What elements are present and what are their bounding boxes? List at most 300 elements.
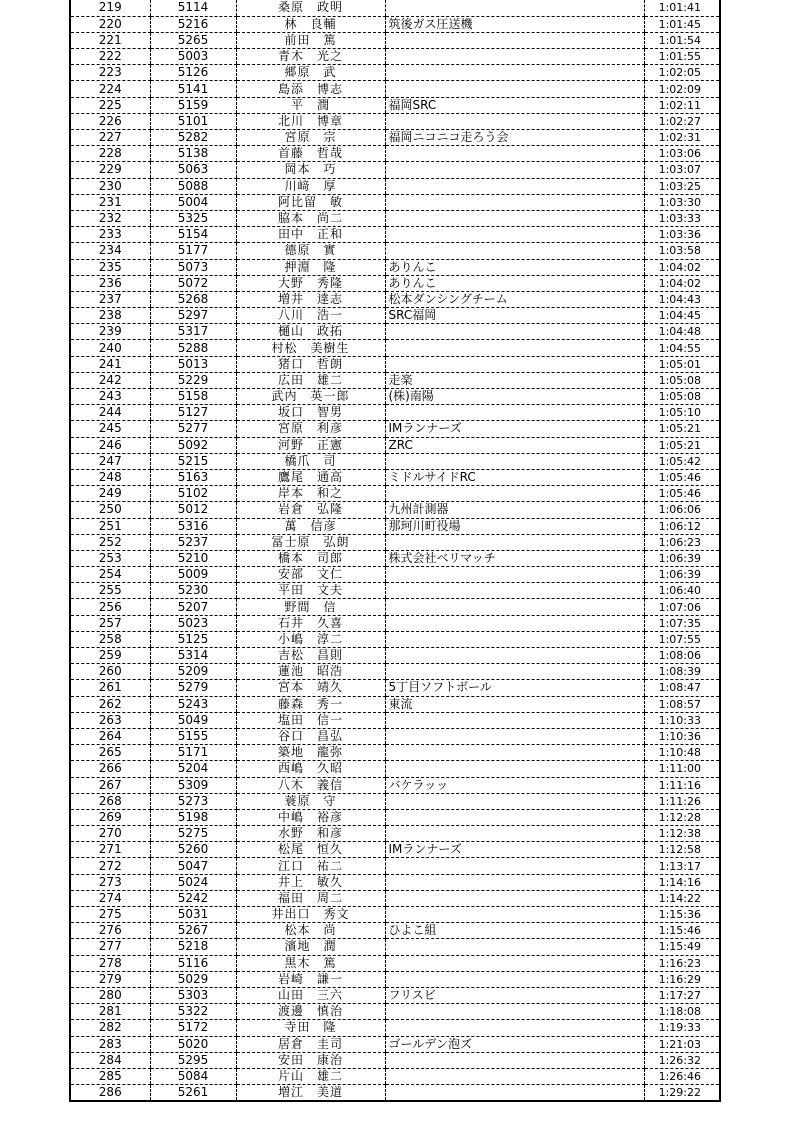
- name-cell: 蓮池 昭浩: [236, 664, 385, 680]
- table-row: [70, 210, 720, 226]
- bib-cell: 5114: [150, 0, 236, 16]
- time-cell: 1:12:58: [644, 842, 720, 858]
- results-sheet: [69, 0, 719, 1102]
- time-cell: 1:07:06: [644, 599, 720, 615]
- rank-cell: 262: [70, 696, 150, 712]
- table-row: [70, 890, 720, 906]
- time-cell: 1:05:08: [644, 389, 720, 405]
- bib-cell: 5322: [150, 1004, 236, 1020]
- bib-cell: 5282: [150, 130, 236, 146]
- time-cell: 1:14:16: [644, 874, 720, 890]
- name-cell: 宮本 靖久: [236, 680, 385, 696]
- name-cell: 安田 康治: [236, 1052, 385, 1068]
- table-row: [70, 227, 720, 243]
- bib-cell: 5084: [150, 1068, 236, 1084]
- bib-cell: 5210: [150, 550, 236, 566]
- time-cell: 1:08:39: [644, 664, 720, 680]
- bib-cell: 5024: [150, 874, 236, 890]
- table-row: [70, 1036, 720, 1052]
- time-cell: 1:04:02: [644, 259, 720, 275]
- bib-cell: 5314: [150, 648, 236, 664]
- name-cell: 小嶋 淳二: [236, 631, 385, 647]
- team-cell: フリスビ: [385, 987, 644, 1003]
- time-cell: 1:05:08: [644, 372, 720, 388]
- time-cell: 1:05:46: [644, 469, 720, 485]
- team-cell: ひよこ組: [385, 923, 644, 939]
- time-cell: 1:26:46: [644, 1068, 720, 1084]
- bib-cell: 5101: [150, 113, 236, 129]
- bib-cell: 5088: [150, 178, 236, 194]
- name-cell: 首藤 哲哉: [236, 146, 385, 162]
- name-cell: 井上 敏久: [236, 874, 385, 890]
- table-row: [70, 146, 720, 162]
- rank-cell: 261: [70, 680, 150, 696]
- bib-cell: 5031: [150, 907, 236, 923]
- name-cell: 樋山 政拓: [236, 324, 385, 340]
- team-cell: [385, 745, 644, 761]
- name-cell: 宮原 宗: [236, 130, 385, 146]
- table-row: [70, 599, 720, 615]
- rank-cell: 226: [70, 113, 150, 129]
- team-cell: [385, 162, 644, 178]
- rank-cell: 239: [70, 324, 150, 340]
- name-cell: 阿比留 敏: [236, 194, 385, 210]
- name-cell: 蓑原 守: [236, 793, 385, 809]
- team-cell: [385, 955, 644, 971]
- team-cell: 東流: [385, 696, 644, 712]
- team-cell: [385, 971, 644, 987]
- rank-cell: 276: [70, 923, 150, 939]
- table-row: [70, 809, 720, 825]
- name-cell: 岸本 和之: [236, 486, 385, 502]
- time-cell: 1:13:17: [644, 858, 720, 874]
- team-cell: 5丁目ソフトボール: [385, 680, 644, 696]
- rank-cell: 244: [70, 405, 150, 421]
- name-cell: 八川 浩一: [236, 308, 385, 324]
- table-row: [70, 469, 720, 485]
- rank-cell: 242: [70, 372, 150, 388]
- team-cell: ありんこ: [385, 275, 644, 291]
- rank-cell: 219: [70, 0, 150, 16]
- table-row: [70, 324, 720, 340]
- time-cell: 1:10:33: [644, 712, 720, 728]
- rank-cell: 247: [70, 453, 150, 469]
- table-row: [70, 858, 720, 874]
- bib-cell: 5279: [150, 680, 236, 696]
- team-cell: ゴールデン泡ズ: [385, 1036, 644, 1052]
- team-cell: IMランナーズ: [385, 842, 644, 858]
- time-cell: 1:10:36: [644, 728, 720, 744]
- team-cell: ミドルサイドRC: [385, 469, 644, 485]
- rank-cell: 265: [70, 745, 150, 761]
- team-cell: [385, 599, 644, 615]
- rank-cell: 279: [70, 971, 150, 987]
- bib-cell: 5116: [150, 955, 236, 971]
- name-cell: 江口 祐二: [236, 858, 385, 874]
- table-row: [70, 308, 720, 324]
- table-row: [70, 275, 720, 291]
- table-row: [70, 130, 720, 146]
- table-row: [70, 696, 720, 712]
- time-cell: 1:29:22: [644, 1085, 720, 1102]
- rank-cell: 278: [70, 955, 150, 971]
- team-cell: [385, 809, 644, 825]
- table-row: [70, 97, 720, 113]
- bib-cell: 5218: [150, 939, 236, 955]
- team-cell: [385, 486, 644, 502]
- table-row: [70, 648, 720, 664]
- table-row: [70, 923, 720, 939]
- rank-cell: 221: [70, 32, 150, 48]
- name-cell: 広田 雄二: [236, 372, 385, 388]
- rank-cell: 223: [70, 65, 150, 81]
- team-cell: [385, 907, 644, 923]
- name-cell: 平 潤: [236, 97, 385, 113]
- name-cell: 松尾 恒久: [236, 842, 385, 858]
- bib-cell: 5023: [150, 615, 236, 631]
- name-cell: 岩倉 弘隆: [236, 502, 385, 518]
- table-row: [70, 583, 720, 599]
- time-cell: 1:01:54: [644, 32, 720, 48]
- name-cell: 谷口 昌弘: [236, 728, 385, 744]
- bib-cell: 5198: [150, 809, 236, 825]
- team-cell: [385, 1052, 644, 1068]
- rank-cell: 243: [70, 389, 150, 405]
- time-cell: 1:02:11: [644, 97, 720, 113]
- table-row: [70, 1052, 720, 1068]
- time-cell: 1:02:05: [644, 65, 720, 81]
- bib-cell: 5155: [150, 728, 236, 744]
- bib-cell: 5273: [150, 793, 236, 809]
- rank-cell: 255: [70, 583, 150, 599]
- bib-cell: 5303: [150, 987, 236, 1003]
- time-cell: 1:12:38: [644, 826, 720, 842]
- table-row: [70, 518, 720, 534]
- name-cell: 脇本 尚二: [236, 210, 385, 226]
- rank-cell: 235: [70, 259, 150, 275]
- results-table: [69, 0, 721, 1102]
- name-cell: 井出口 秀文: [236, 907, 385, 923]
- name-cell: 冨士原 弘朗: [236, 534, 385, 550]
- rank-cell: 256: [70, 599, 150, 615]
- name-cell: 福田 周二: [236, 890, 385, 906]
- name-cell: 山田 三六: [236, 987, 385, 1003]
- time-cell: 1:14:22: [644, 890, 720, 906]
- table-row: [70, 405, 720, 421]
- name-cell: 青木 光之: [236, 49, 385, 65]
- time-cell: 1:15:49: [644, 939, 720, 955]
- team-cell: 九州計測器: [385, 502, 644, 518]
- name-cell: 田中 正和: [236, 227, 385, 243]
- bib-cell: 5003: [150, 49, 236, 65]
- rank-cell: 246: [70, 437, 150, 453]
- time-cell: 1:03:58: [644, 243, 720, 259]
- table-row: [70, 874, 720, 890]
- table-row: [70, 65, 720, 81]
- team-cell: [385, 49, 644, 65]
- time-cell: 1:04:45: [644, 308, 720, 324]
- bib-cell: 5020: [150, 1036, 236, 1052]
- time-cell: 1:02:31: [644, 130, 720, 146]
- table-row: [70, 1004, 720, 1020]
- bib-cell: 5230: [150, 583, 236, 599]
- team-cell: [385, 1068, 644, 1084]
- team-cell: [385, 324, 644, 340]
- rank-cell: 272: [70, 858, 150, 874]
- table-row: [70, 631, 720, 647]
- table-row: [70, 987, 720, 1003]
- name-cell: 吉松 昌則: [236, 648, 385, 664]
- bib-cell: 5159: [150, 97, 236, 113]
- table-row: [70, 453, 720, 469]
- name-cell: 野間 信: [236, 599, 385, 615]
- team-cell: [385, 113, 644, 129]
- bib-cell: 5029: [150, 971, 236, 987]
- time-cell: 1:15:36: [644, 907, 720, 923]
- team-cell: (株)南陽: [385, 389, 644, 405]
- bib-cell: 5049: [150, 712, 236, 728]
- table-row: [70, 32, 720, 48]
- rank-cell: 229: [70, 162, 150, 178]
- time-cell: 1:19:33: [644, 1020, 720, 1036]
- team-cell: 松本ダンシングチーム: [385, 291, 644, 307]
- team-cell: [385, 615, 644, 631]
- time-cell: 1:08:47: [644, 680, 720, 696]
- rank-cell: 270: [70, 826, 150, 842]
- name-cell: 川﨑 厚: [236, 178, 385, 194]
- rank-cell: 241: [70, 356, 150, 372]
- rank-cell: 231: [70, 194, 150, 210]
- rank-cell: 284: [70, 1052, 150, 1068]
- rank-cell: 252: [70, 534, 150, 550]
- rank-cell: 225: [70, 97, 150, 113]
- name-cell: 桑原 政明: [236, 0, 385, 16]
- bib-cell: 5073: [150, 259, 236, 275]
- team-cell: [385, 631, 644, 647]
- name-cell: 猪口 哲朗: [236, 356, 385, 372]
- time-cell: 1:12:28: [644, 809, 720, 825]
- time-cell: 1:05:01: [644, 356, 720, 372]
- time-cell: 1:18:08: [644, 1004, 720, 1020]
- name-cell: 藤森 秀一: [236, 696, 385, 712]
- bib-cell: 5141: [150, 81, 236, 97]
- bib-cell: 5172: [150, 1020, 236, 1036]
- table-row: [70, 0, 720, 16]
- team-cell: [385, 1004, 644, 1020]
- bib-cell: 5243: [150, 696, 236, 712]
- team-cell: [385, 32, 644, 48]
- time-cell: 1:04:48: [644, 324, 720, 340]
- table-row: [70, 49, 720, 65]
- team-cell: [385, 664, 644, 680]
- team-cell: [385, 356, 644, 372]
- team-cell: 福岡SRC: [385, 97, 644, 113]
- team-cell: [385, 939, 644, 955]
- team-cell: [385, 793, 644, 809]
- name-cell: 郷原 武: [236, 65, 385, 81]
- name-cell: 宮原 利彦: [236, 421, 385, 437]
- name-cell: 寺田 隆: [236, 1020, 385, 1036]
- name-cell: 前田 篤: [236, 32, 385, 48]
- rank-cell: 271: [70, 842, 150, 858]
- rank-cell: 281: [70, 1004, 150, 1020]
- bib-cell: 5013: [150, 356, 236, 372]
- time-cell: 1:01:45: [644, 16, 720, 32]
- bib-cell: 5158: [150, 389, 236, 405]
- time-cell: 1:08:06: [644, 648, 720, 664]
- table-row: [70, 550, 720, 566]
- bib-cell: 5317: [150, 324, 236, 340]
- bib-cell: 5092: [150, 437, 236, 453]
- table-row: [70, 842, 720, 858]
- team-cell: バケラッッ: [385, 777, 644, 793]
- team-cell: [385, 0, 644, 16]
- name-cell: 橋爪 司: [236, 453, 385, 469]
- rank-cell: 283: [70, 1036, 150, 1052]
- table-row: [70, 777, 720, 793]
- table-row: [70, 162, 720, 178]
- time-cell: 1:03:30: [644, 194, 720, 210]
- bib-cell: 5237: [150, 534, 236, 550]
- team-cell: [385, 712, 644, 728]
- time-cell: 1:03:06: [644, 146, 720, 162]
- bib-cell: 5012: [150, 502, 236, 518]
- time-cell: 1:06:06: [644, 502, 720, 518]
- team-cell: [385, 340, 644, 356]
- name-cell: 大野 秀隆: [236, 275, 385, 291]
- bib-cell: 5063: [150, 162, 236, 178]
- name-cell: 林 良輔: [236, 16, 385, 32]
- team-cell: 那珂川町役場: [385, 518, 644, 534]
- table-row: [70, 243, 720, 259]
- name-cell: 押淵 隆: [236, 259, 385, 275]
- time-cell: 1:06:12: [644, 518, 720, 534]
- team-cell: 走楽: [385, 372, 644, 388]
- bib-cell: 5126: [150, 65, 236, 81]
- rank-cell: 250: [70, 502, 150, 518]
- rank-cell: 248: [70, 469, 150, 485]
- rank-cell: 264: [70, 728, 150, 744]
- bib-cell: 5268: [150, 291, 236, 307]
- time-cell: 1:03:07: [644, 162, 720, 178]
- table-row: [70, 793, 720, 809]
- team-cell: [385, 146, 644, 162]
- bib-cell: 5216: [150, 16, 236, 32]
- rank-cell: 227: [70, 130, 150, 146]
- bib-cell: 5154: [150, 227, 236, 243]
- name-cell: 北川 博章: [236, 113, 385, 129]
- table-row: [70, 340, 720, 356]
- bib-cell: 5316: [150, 518, 236, 534]
- time-cell: 1:05:42: [644, 453, 720, 469]
- time-cell: 1:07:35: [644, 615, 720, 631]
- rank-cell: 222: [70, 49, 150, 65]
- time-cell: 1:15:46: [644, 923, 720, 939]
- name-cell: 増井 達志: [236, 291, 385, 307]
- team-cell: [385, 227, 644, 243]
- bib-cell: 5215: [150, 453, 236, 469]
- name-cell: 築地 龍弥: [236, 745, 385, 761]
- time-cell: 1:11:00: [644, 761, 720, 777]
- team-cell: [385, 567, 644, 583]
- bib-cell: 5297: [150, 308, 236, 324]
- rank-cell: 236: [70, 275, 150, 291]
- time-cell: 1:04:02: [644, 275, 720, 291]
- team-cell: [385, 890, 644, 906]
- rank-cell: 253: [70, 550, 150, 566]
- name-cell: 橋本 司郎: [236, 550, 385, 566]
- rank-cell: 251: [70, 518, 150, 534]
- time-cell: 1:05:21: [644, 421, 720, 437]
- name-cell: 萬 信彦: [236, 518, 385, 534]
- name-cell: 西嶋 久昭: [236, 761, 385, 777]
- time-cell: 1:10:48: [644, 745, 720, 761]
- bib-cell: 5138: [150, 146, 236, 162]
- table-row: [70, 389, 720, 405]
- name-cell: 坂口 智男: [236, 405, 385, 421]
- rank-cell: 249: [70, 486, 150, 502]
- table-row: [70, 113, 720, 129]
- team-cell: [385, 583, 644, 599]
- table-row: [70, 971, 720, 987]
- time-cell: 1:21:03: [644, 1036, 720, 1052]
- table-row: [70, 615, 720, 631]
- bib-cell: 5171: [150, 745, 236, 761]
- table-row: [70, 259, 720, 275]
- name-cell: 松本 尚: [236, 923, 385, 939]
- rank-cell: 285: [70, 1068, 150, 1084]
- rank-cell: 258: [70, 631, 150, 647]
- table-row: [70, 16, 720, 32]
- time-cell: 1:16:23: [644, 955, 720, 971]
- name-cell: 島添 博志: [236, 81, 385, 97]
- rank-cell: 259: [70, 648, 150, 664]
- team-cell: [385, 243, 644, 259]
- time-cell: 1:08:57: [644, 696, 720, 712]
- rank-cell: 220: [70, 16, 150, 32]
- rank-cell: 268: [70, 793, 150, 809]
- team-cell: [385, 65, 644, 81]
- rank-cell: 282: [70, 1020, 150, 1036]
- bib-cell: 5229: [150, 372, 236, 388]
- rank-cell: 263: [70, 712, 150, 728]
- team-cell: [385, 826, 644, 842]
- rank-cell: 238: [70, 308, 150, 324]
- name-cell: 河野 正憲: [236, 437, 385, 453]
- rank-cell: 240: [70, 340, 150, 356]
- time-cell: 1:01:41: [644, 0, 720, 16]
- table-row: [70, 1068, 720, 1084]
- time-cell: 1:06:39: [644, 550, 720, 566]
- team-cell: [385, 1020, 644, 1036]
- table-row: [70, 664, 720, 680]
- name-cell: 居倉 圭司: [236, 1036, 385, 1052]
- name-cell: 武内 英一郎: [236, 389, 385, 405]
- rank-cell: 257: [70, 615, 150, 631]
- table-row: [70, 178, 720, 194]
- rank-cell: 234: [70, 243, 150, 259]
- table-row: [70, 502, 720, 518]
- time-cell: 1:05:46: [644, 486, 720, 502]
- team-cell: [385, 728, 644, 744]
- table-row: [70, 761, 720, 777]
- bib-cell: 5267: [150, 923, 236, 939]
- bib-cell: 5009: [150, 567, 236, 583]
- bib-cell: 5207: [150, 599, 236, 615]
- team-cell: 株式会社ベリマッチ: [385, 550, 644, 566]
- team-cell: [385, 858, 644, 874]
- bib-cell: 5242: [150, 890, 236, 906]
